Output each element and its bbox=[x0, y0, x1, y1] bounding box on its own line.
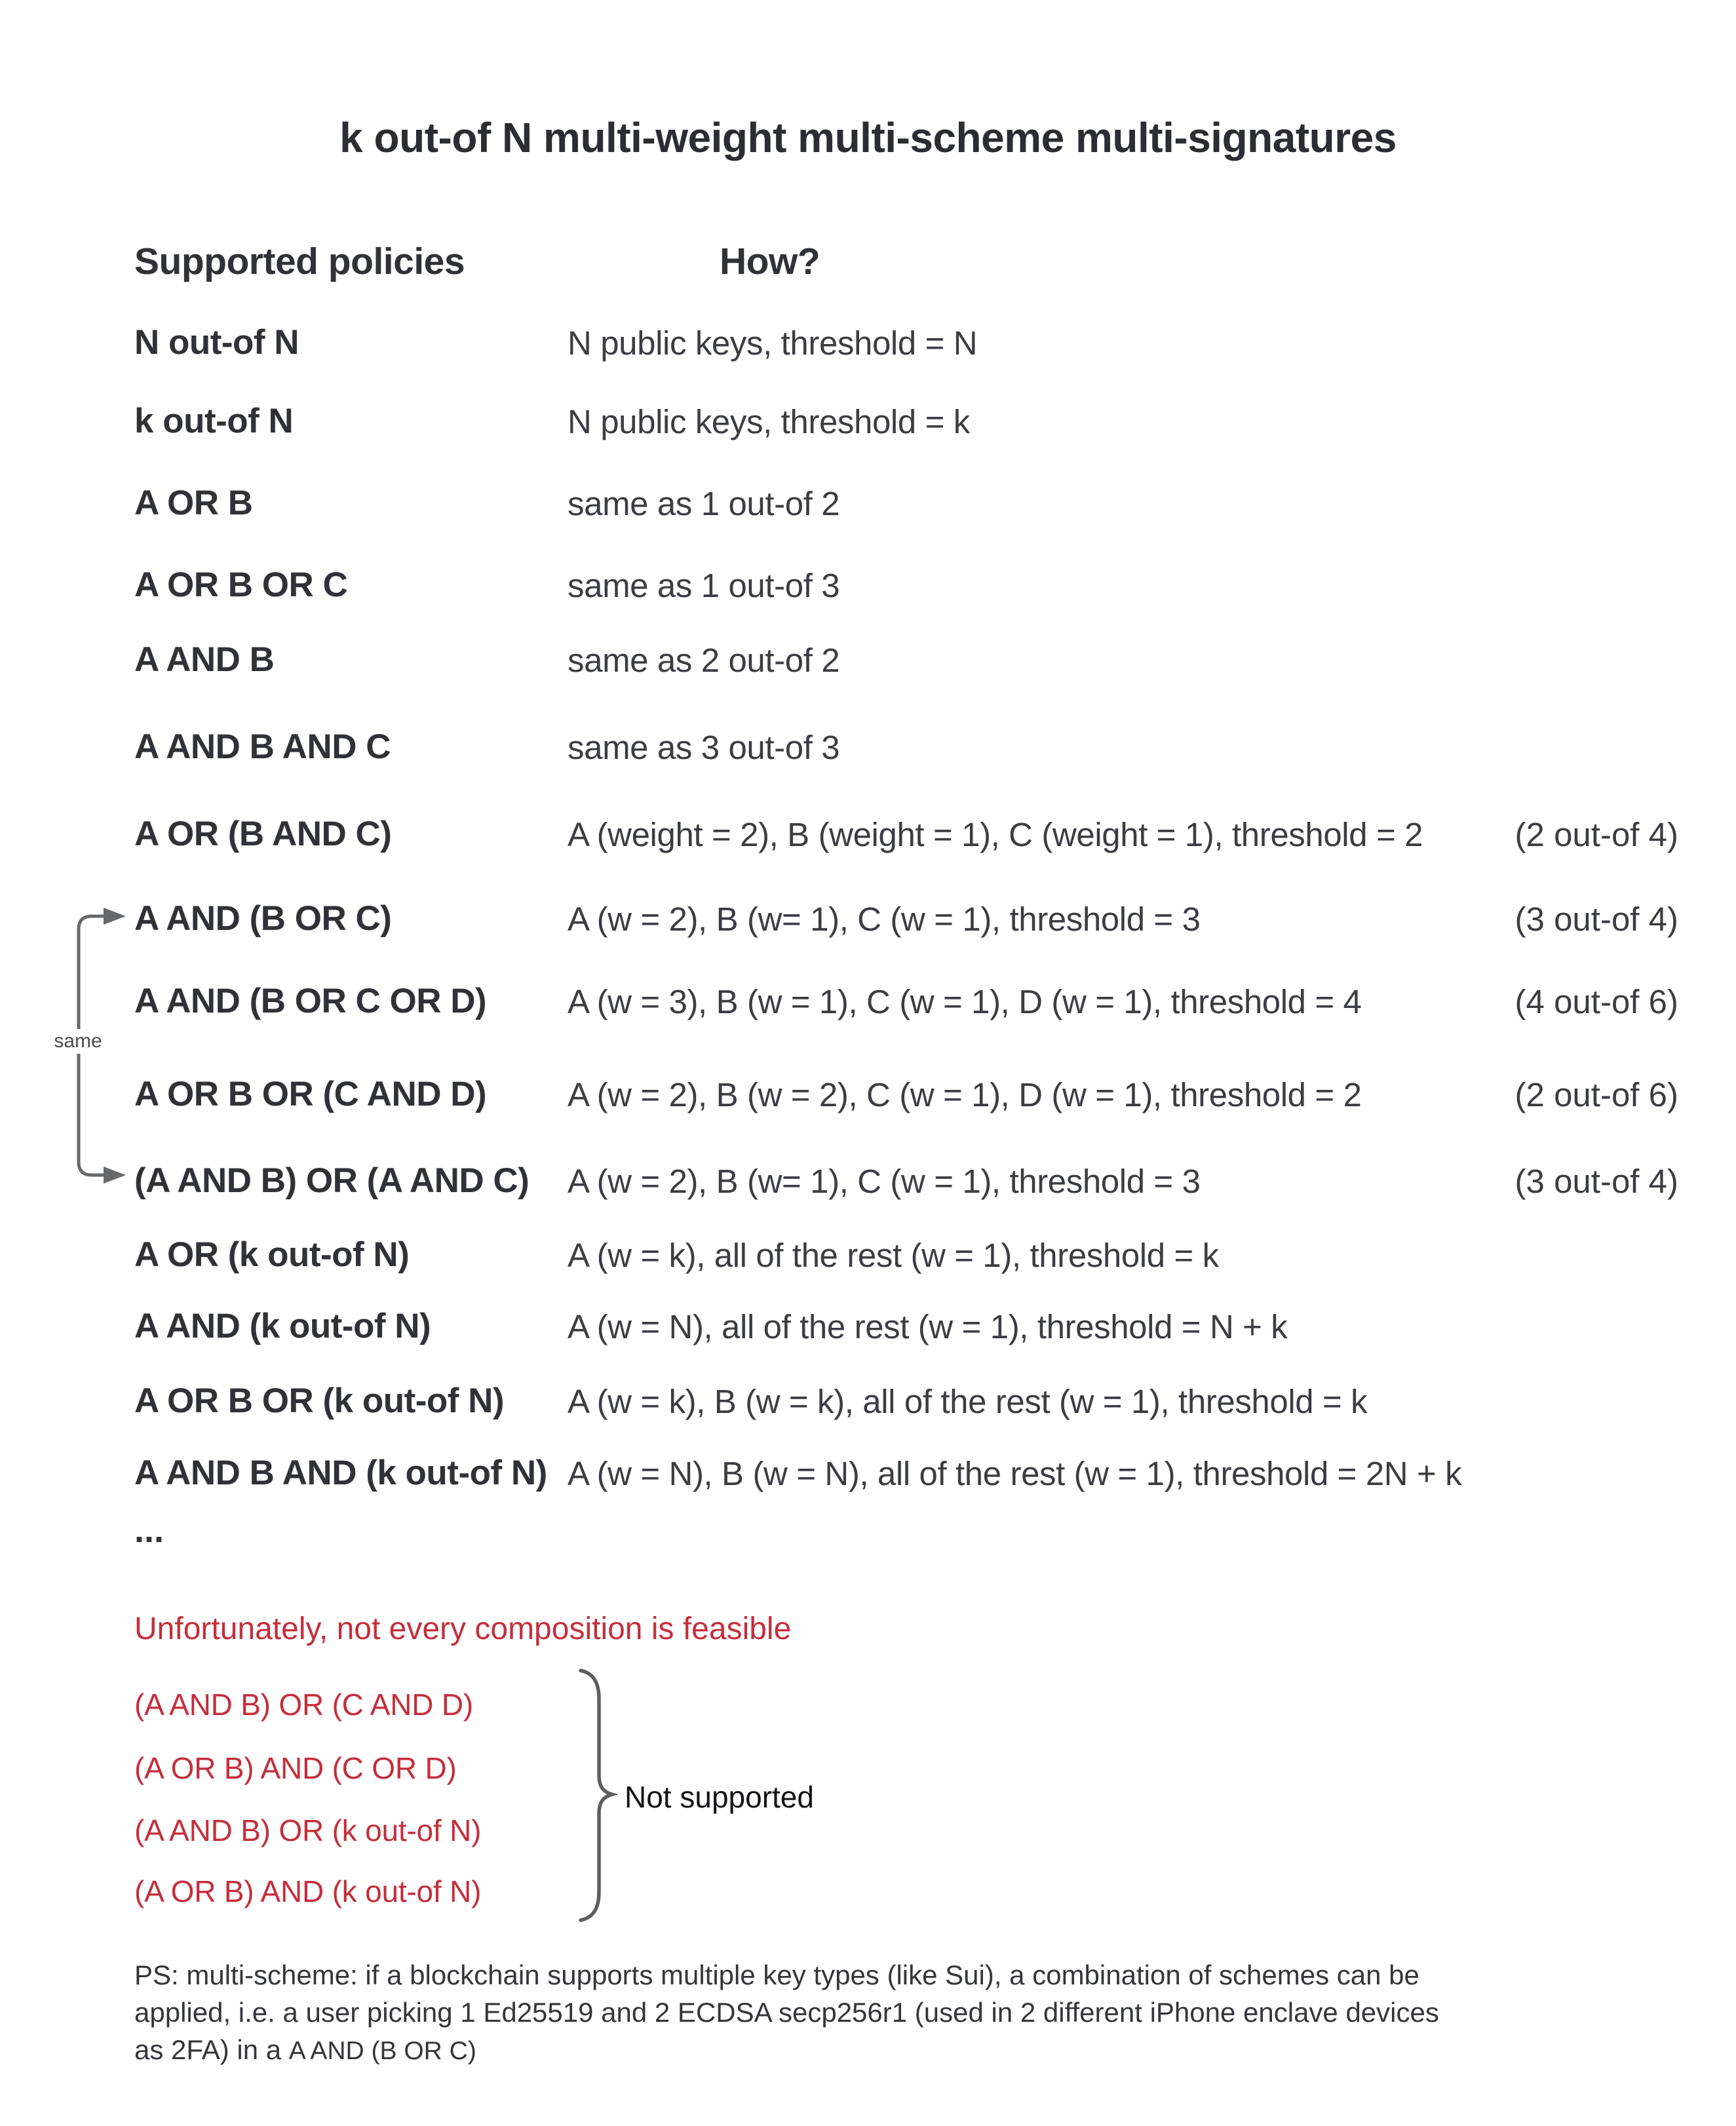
ps-line3-text: as 2FA) in a bbox=[134, 2034, 289, 2065]
table-row bbox=[134, 1162, 1678, 1209]
equivalence-note: (3 out-of 4) bbox=[1514, 900, 1678, 938]
how-description: A (w = k), B (w = k), all of the rest (w = 1), threshold = k bbox=[568, 1383, 1368, 1420]
table-row bbox=[134, 1236, 1678, 1283]
equivalence-note: (4 out-of 6) bbox=[1514, 983, 1678, 1020]
infeasible-item: (A AND B) OR (k out-of N) bbox=[134, 1813, 482, 1847]
table-row bbox=[134, 1454, 1678, 1501]
how-description: A (w = 2), B (w= 1), C (w = 1), threshold = 3 bbox=[568, 1163, 1201, 1200]
policy-label: A OR B bbox=[134, 484, 253, 522]
policy-label: A AND B bbox=[134, 640, 275, 679]
equivalence-note: (2 out-of 4) bbox=[1514, 816, 1678, 853]
policy-label: N out-of N bbox=[134, 323, 299, 362]
how-description: N public keys, threshold = k bbox=[568, 403, 970, 440]
arrow-right-icon bbox=[104, 1167, 126, 1184]
ps-line2: applied, i.e. a user picking 1 Ed25519 and 2 ECDSA secp256r1 (used in 2 different iPhone enclave devices bbox=[134, 1997, 1439, 2028]
policy-label: A OR B OR (C AND D) bbox=[134, 1075, 487, 1113]
equivalence-note: (2 out-of 6) bbox=[1514, 1076, 1678, 1113]
curly-brace-icon bbox=[575, 1669, 617, 1924]
how-description: N public keys, threshold = N bbox=[568, 324, 978, 362]
policy-label: A OR (k out-of N) bbox=[134, 1235, 410, 1274]
column-header-policies: Supported policies bbox=[134, 241, 465, 282]
table-row bbox=[134, 1075, 1678, 1123]
ps-policy-ref: A AND (B OR C) bbox=[288, 2037, 476, 2065]
table-row bbox=[134, 402, 1678, 450]
policy-label: A OR B OR (k out-of N) bbox=[134, 1382, 505, 1420]
how-description: A (w = N), B (w = N), all of the rest (w = 1), threshold = 2N + k bbox=[568, 1455, 1462, 1492]
table-row bbox=[134, 815, 1678, 862]
how-description: A (w = 3), B (w = 1), C (w = 1), D (w = 1), threshold = 4 bbox=[568, 983, 1362, 1020]
policy-label: A AND (B OR C OR D) bbox=[134, 982, 487, 1020]
infeasible-item: (A OR B) AND (C OR D) bbox=[134, 1751, 457, 1785]
table-row bbox=[134, 1307, 1678, 1355]
ps-line1: PS: multi-scheme: if a blockchain supports multiple key types (like Sui), a combination of schemes can be bbox=[134, 1960, 1419, 1990]
how-description: A (w = N), all of the rest (w = 1), threshold = N + k bbox=[568, 1308, 1288, 1345]
arrow-right-icon bbox=[104, 908, 126, 925]
column-header-how: How? bbox=[720, 241, 820, 282]
table-row bbox=[134, 324, 1678, 371]
policy-label: A AND (k out-of N) bbox=[134, 1307, 431, 1345]
how-description: A (weight = 2), B (weight = 1), C (weight = 1), threshold = 2 bbox=[568, 816, 1423, 853]
policy-label: A AND B AND C bbox=[134, 727, 391, 766]
policy-label: A OR B OR C bbox=[134, 566, 348, 604]
ps-line3 bbox=[134, 2031, 1707, 2070]
table-row bbox=[134, 1382, 1678, 1429]
table-row bbox=[134, 982, 1678, 1030]
infeasible-heading: Unfortunately, not every composition is feasible bbox=[134, 1612, 792, 1646]
policy-label: k out-of N bbox=[134, 402, 294, 440]
how-description: same as 1 out-of 3 bbox=[568, 567, 840, 604]
how-description: A (w = 2), B (w = 2), C (w = 1), D (w = 1), threshold = 2 bbox=[568, 1076, 1362, 1113]
ps-footnote bbox=[134, 1956, 1707, 2070]
page-title: k out-of N multi-weight multi-scheme multi-signatures bbox=[339, 114, 1397, 161]
how-description: same as 1 out-of 2 bbox=[568, 485, 840, 522]
policy-label: A AND B AND (k out-of N) bbox=[134, 1454, 547, 1492]
policy-label: (A AND B) OR (A AND C) bbox=[134, 1161, 530, 1200]
table-row bbox=[134, 566, 1678, 613]
how-description: A (w = k), all of the rest (w = 1), threshold = k bbox=[568, 1237, 1219, 1274]
policy-label: A AND (B OR C) bbox=[134, 899, 392, 938]
ellipsis-more-rows: ... bbox=[134, 1511, 164, 1550]
infeasible-item: (A OR B) AND (k out-of N) bbox=[134, 1874, 482, 1908]
table-row bbox=[134, 484, 1678, 532]
table-row bbox=[134, 641, 1678, 688]
same-label: same bbox=[39, 1029, 117, 1054]
how-description: A (w = 2), B (w= 1), C (w = 1), threshold = 3 bbox=[568, 900, 1201, 938]
how-description: same as 3 out-of 3 bbox=[568, 729, 840, 766]
infeasible-item: (A AND B) OR (C AND D) bbox=[134, 1688, 473, 1722]
table-row bbox=[134, 728, 1678, 775]
table-row bbox=[134, 900, 1678, 947]
how-description: same as 2 out-of 2 bbox=[568, 642, 840, 679]
not-supported-label: Not supported bbox=[625, 1780, 814, 1814]
equivalence-note: (3 out-of 4) bbox=[1514, 1163, 1678, 1200]
policy-label: A OR (B AND C) bbox=[134, 815, 392, 853]
